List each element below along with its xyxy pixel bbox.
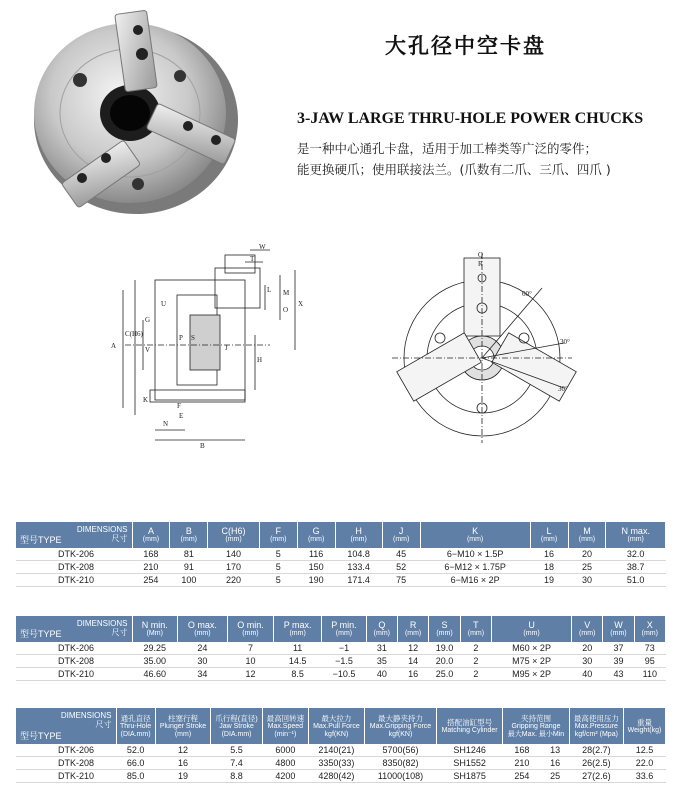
table2-header-t: T (mm) xyxy=(460,616,491,642)
table1-model-cell: DTK-210 xyxy=(16,574,132,587)
table2-row xyxy=(16,642,666,655)
table2-cell: M95 × 2P xyxy=(492,668,572,681)
table2-cell: −10.5 xyxy=(322,668,366,681)
section-drawing xyxy=(95,240,325,455)
table1-header-b: B (mm) xyxy=(170,522,208,548)
table3-cell: 28(2.7) xyxy=(569,744,623,757)
table2-cell: 73 xyxy=(634,642,665,655)
front-view-drawing xyxy=(392,248,592,448)
table2-header-nmin: N min. (Mm) xyxy=(132,616,177,642)
table2-cell: M60 × 2P xyxy=(492,642,572,655)
table1-cell: 91 xyxy=(170,561,208,574)
table2-row xyxy=(16,668,666,681)
table2-cell: 8.5 xyxy=(274,668,322,681)
drawing-label-b: B xyxy=(200,442,205,450)
table1-cell: 171.4 xyxy=(335,574,382,587)
table3-corner-type: 型号TYPE xyxy=(20,731,62,741)
table2-cell: 43 xyxy=(603,668,634,681)
drawing-label-u: U xyxy=(161,300,167,308)
table2-header-pmax: P max. (mm) xyxy=(274,616,322,642)
table1-cell: 16 xyxy=(530,548,568,561)
table2-corner-dimensions-cn: 尺寸 xyxy=(111,628,128,637)
table2-cell: 39 xyxy=(603,655,634,668)
table1-cell: 51.0 xyxy=(606,574,666,587)
table1-cell: 140 xyxy=(208,548,260,561)
table3-cell: 33.6 xyxy=(623,770,665,783)
drawing-label-l: L xyxy=(267,286,272,294)
table3-cell: SH1246 xyxy=(437,744,503,757)
drawing-label-t: T xyxy=(250,255,255,263)
table1-header-j: J (mm) xyxy=(382,522,420,548)
drawing-label-w: W xyxy=(259,243,266,251)
description-line-1: 是一种中心通孔卡盘，适用于加工棒类等广泛的零件； xyxy=(297,141,598,156)
table1-cell: 20 xyxy=(568,548,606,561)
drawing-label-m: M xyxy=(283,289,290,297)
table2-header-pmin: P min. (mm) xyxy=(322,616,366,642)
chuck-photo xyxy=(20,8,252,218)
table2-cell: 12 xyxy=(397,642,428,655)
table3-cell: 26(2.5) xyxy=(569,757,623,770)
table3-cell: 27(2.6) xyxy=(569,770,623,783)
table1-cell: 32.0 xyxy=(606,548,666,561)
table3-cell: 168 xyxy=(503,744,541,757)
table3-cell: 22.0 xyxy=(623,757,665,770)
drawing-label-e: E xyxy=(179,412,184,420)
spec-table-3 xyxy=(16,708,666,783)
table1-cell: 170 xyxy=(208,561,260,574)
table2-header-w: W (mm) xyxy=(603,616,634,642)
table2-cell: 95 xyxy=(634,655,665,668)
table2-row xyxy=(16,655,666,668)
front-label-q: Q xyxy=(478,251,484,259)
table3-cell: 3350(33) xyxy=(308,757,364,770)
table1-cell: 38.7 xyxy=(606,561,666,574)
table2-model-cell: DTK-208 xyxy=(16,655,132,668)
angle-label-30-a: 30° xyxy=(560,338,570,346)
table1-cell: 104.8 xyxy=(335,548,382,561)
table1-header-h: H (mm) xyxy=(335,522,382,548)
table2-header-u: U (mm) xyxy=(492,616,572,642)
table1-cell: 5 xyxy=(259,548,297,561)
table3-cell: 4200 xyxy=(262,770,308,783)
table3-cell: 6000 xyxy=(262,744,308,757)
table1-header-a: A (mm) xyxy=(132,522,170,548)
table3-row xyxy=(16,757,666,770)
title-chinese: 大孔径中空卡盘 xyxy=(385,34,546,58)
table2-cell: −1 xyxy=(322,642,366,655)
table2-cell: 24 xyxy=(177,642,227,655)
table2-cell: 10 xyxy=(227,655,273,668)
table1-cell: 6−M12 × 1.75P xyxy=(420,561,530,574)
table3-header-thru-hole: 通孔直径 Thru-Hole (DIA.mm) xyxy=(116,708,155,744)
table1-cell: 81 xyxy=(170,548,208,561)
table3-cell: 7.4 xyxy=(211,757,263,770)
table2-cell: 12 xyxy=(227,668,273,681)
table1-cell: 75 xyxy=(382,574,420,587)
table3-model-cell: DTK-210 xyxy=(16,770,116,783)
table3-row xyxy=(16,744,666,757)
table3-corner-dimensions-cn: 尺寸 xyxy=(95,720,112,729)
table2-header-r: R (mm) xyxy=(397,616,428,642)
table3-model-cell: DTK-208 xyxy=(16,757,116,770)
table3-cell: 16 xyxy=(541,757,569,770)
table1-cell: 6−M16 × 2P xyxy=(420,574,530,587)
table2-corner-dimensions: DIMENSIONS xyxy=(76,619,128,628)
table1-cell: 100 xyxy=(170,574,208,587)
drawing-label-n: N xyxy=(163,420,169,428)
table2-cell: 31 xyxy=(366,642,397,655)
table3-cell: 4280(42) xyxy=(308,770,364,783)
table3-header-max-speed: 最高回转速 Max.Speed (min⁻¹) xyxy=(262,708,308,744)
table2-cell: 35.00 xyxy=(132,655,177,668)
table2-cell: M75 × 2P xyxy=(492,655,572,668)
drawing-label-j: J xyxy=(225,344,228,352)
table2-cell: 14 xyxy=(397,655,428,668)
angle-label-60: 60° xyxy=(522,290,532,298)
table2-cell: 29.25 xyxy=(132,642,177,655)
table2-cell: 34 xyxy=(177,668,227,681)
table2-cell: 19.0 xyxy=(429,642,461,655)
drawing-label-c: C(H6) xyxy=(125,330,143,338)
table2-cell: 35 xyxy=(366,655,397,668)
table1-corner xyxy=(16,522,132,548)
table3-cell: 12.5 xyxy=(623,744,665,757)
table3-cell: 11000(108) xyxy=(364,770,436,783)
table3-cell: 25 xyxy=(541,770,569,783)
table3-cell: 210 xyxy=(503,757,541,770)
table3-header-jaw-stroke: 爪行程(直径) Jaw Stroke (DIA.mm) xyxy=(211,708,263,744)
table1-cell: 25 xyxy=(568,561,606,574)
table3-cell: 16 xyxy=(155,757,211,770)
table1-cell: 210 xyxy=(132,561,170,574)
table1-cell: 45 xyxy=(382,548,420,561)
table3-cell: 12 xyxy=(155,744,211,757)
table3-model-cell: DTK-206 xyxy=(16,744,116,757)
table1-row xyxy=(16,574,666,587)
table3-cell: 8350(82) xyxy=(364,757,436,770)
table2-header-omax: O max. (mm) xyxy=(177,616,227,642)
table1-header-nmax: N max. (mm) xyxy=(606,522,666,548)
drawing-label-s: S xyxy=(191,334,195,342)
angle-label-30-b: 30° xyxy=(558,385,568,393)
table3-cell: SH1875 xyxy=(437,770,503,783)
drawing-label-k: K xyxy=(143,396,149,404)
table3-header-matching-cylinder: 搭配油缸型号 Matching Cylinder xyxy=(437,708,503,744)
table3-header-gripping-force: 最大静夹持力 Max.Gripping Force kgf(KN) xyxy=(364,708,436,744)
table2-cell: 16 xyxy=(397,668,428,681)
table1-cell: 30 xyxy=(568,574,606,587)
table1-header-l: L (mm) xyxy=(530,522,568,548)
table3-corner-dimensions: DIMENSIONS xyxy=(60,711,112,720)
table2-cell: 30 xyxy=(177,655,227,668)
table2-corner xyxy=(16,616,132,642)
table3-cell: 5700(56) xyxy=(364,744,436,757)
table1-cell: 52 xyxy=(382,561,420,574)
table1-corner-dimensions: DIMENSIONS xyxy=(76,525,128,534)
table1-cell: 18 xyxy=(530,561,568,574)
table2-cell: 110 xyxy=(634,668,665,681)
table2-cell: 46.60 xyxy=(132,668,177,681)
table2-cell: 40 xyxy=(366,668,397,681)
table1-cell: 254 xyxy=(132,574,170,587)
table1-row xyxy=(16,561,666,574)
table3-header-pull-force: 最大拉力 Max.Pull Force kgf(KN) xyxy=(308,708,364,744)
table1-corner-dimensions-cn: 尺寸 xyxy=(111,534,128,543)
table1-cell: 5 xyxy=(259,561,297,574)
table1-cell: 5 xyxy=(259,574,297,587)
drawing-label-f: F xyxy=(177,402,181,410)
table1-header-c: C(H6) (mm) xyxy=(208,522,260,548)
table2-cell: 37 xyxy=(603,642,634,655)
table3-cell: 8.8 xyxy=(211,770,263,783)
table1-cell: 116 xyxy=(297,548,335,561)
table2-model-cell: DTK-206 xyxy=(16,642,132,655)
table2-cell: 20.0 xyxy=(429,655,461,668)
table3-cell: 52.0 xyxy=(116,744,155,757)
table2-cell: −1.5 xyxy=(322,655,366,668)
table1-cell: 133.4 xyxy=(335,561,382,574)
drawing-label-a: A xyxy=(111,342,117,350)
table2-cell: 40 xyxy=(572,668,603,681)
table2-header-s: S (mm) xyxy=(429,616,461,642)
drawing-label-p: P xyxy=(179,334,183,342)
table2-cell: 25.0 xyxy=(429,668,461,681)
drawing-label-g: G xyxy=(145,316,151,324)
table3-header-plunger-stroke: 柱塞行程 Plunger Stroke (mm) xyxy=(155,708,211,744)
description-line-2: 能更换硬爪；使用联接法兰。(爪数有二爪、三爪、四爪 ) xyxy=(297,162,611,177)
table3-header-weight: 重量 Weight(kg) xyxy=(623,708,665,744)
table1-cell: 190 xyxy=(297,574,335,587)
table2-cell: 30 xyxy=(572,655,603,668)
table3-cell: 13 xyxy=(541,744,569,757)
table3-cell: 254 xyxy=(503,770,541,783)
table3-cell: 85.0 xyxy=(116,770,155,783)
table2-header-v: V (mm) xyxy=(572,616,603,642)
description xyxy=(297,138,611,180)
table3-header-max-pressure: 最高使用压力 Max.Pressure kgf/cm² (Mpa) xyxy=(569,708,623,744)
table2-cell: 7 xyxy=(227,642,273,655)
table1-cell: 150 xyxy=(297,561,335,574)
table1-cell: 19 xyxy=(530,574,568,587)
table1-header-g: G (mm) xyxy=(297,522,335,548)
table1-corner-type: 型号TYPE xyxy=(20,535,62,545)
table1-header-k: K (mm) xyxy=(420,522,530,548)
table3-row xyxy=(16,770,666,783)
table2-header-x: X (mm) xyxy=(634,616,665,642)
table2-cell: 11 xyxy=(274,642,322,655)
table2-cell: 20 xyxy=(572,642,603,655)
table1-cell: 220 xyxy=(208,574,260,587)
title-english: 3-JAW LARGE THRU-HOLE POWER CHUCKS xyxy=(297,110,644,127)
table3-cell: SH1552 xyxy=(437,757,503,770)
table2-model-cell: DTK-210 xyxy=(16,668,132,681)
table3-cell: 5.5 xyxy=(211,744,263,757)
table2-header-q: Q (mm) xyxy=(366,616,397,642)
table2-header-omin: O min. (mm) xyxy=(227,616,273,642)
table1-header-m: M (mm) xyxy=(568,522,606,548)
table1-row xyxy=(16,548,666,561)
front-label-r: R xyxy=(478,260,483,268)
table3-corner xyxy=(16,708,116,744)
table2-corner-type: 型号TYPE xyxy=(20,629,62,639)
drawing-label-x: X xyxy=(298,300,304,308)
table1-cell: 168 xyxy=(132,548,170,561)
table2-cell: 2 xyxy=(460,655,491,668)
table1-header-f: F (mm) xyxy=(259,522,297,548)
table2-cell: 2 xyxy=(460,668,491,681)
table3-cell: 66.0 xyxy=(116,757,155,770)
table3-header-gripping-range: 夹持范围 Gripping Range 最大Max. 最小Min xyxy=(503,708,570,744)
table1-cell: 6−M10 × 1.5P xyxy=(420,548,530,561)
table3-cell: 2140(21) xyxy=(308,744,364,757)
table3-cell: 19 xyxy=(155,770,211,783)
drawing-label-v: V xyxy=(145,346,151,354)
drawing-label-h: H xyxy=(257,356,263,364)
drawing-label-o: O xyxy=(283,306,289,314)
spec-table-2 xyxy=(16,616,666,681)
table1-model-cell: DTK-208 xyxy=(16,561,132,574)
spec-table-1 xyxy=(16,522,666,587)
table2-cell: 2 xyxy=(460,642,491,655)
table2-cell: 14.5 xyxy=(274,655,322,668)
table3-cell: 4800 xyxy=(262,757,308,770)
table1-model-cell: DTK-206 xyxy=(16,548,132,561)
